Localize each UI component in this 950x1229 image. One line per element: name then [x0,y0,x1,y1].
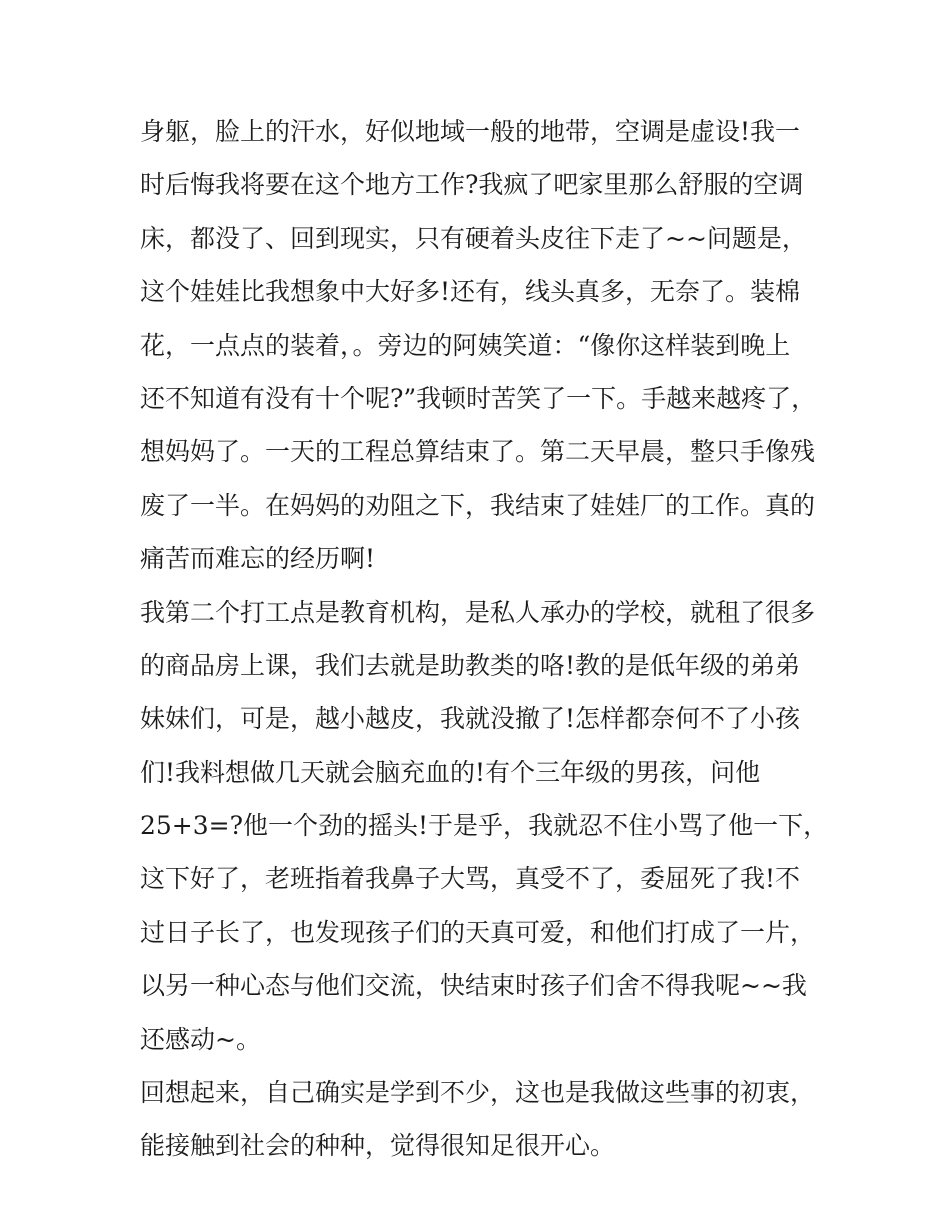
text-line: 花，一点点的装着，。旁边的阿姨笑道：“像你这样装到晚上 [140,330,791,360]
text-line: 能接触到社会的种种，觉得很知足很开心。 [140,1131,616,1161]
text-line: 回想起来，自己确实是学到不少，这也是我做这些事的初衷， [140,1078,816,1108]
text-line: 这个娃娃比我想象中大好多!还有，线头真多，无奈了。装棉 [140,277,801,307]
text-line: 们!我料想做几天就会脑充血的!有个三年级的男孩，问他 [140,757,761,787]
text-line: 身躯，脸上的汗水，好似地域一般的地带，空调是虚设!我一 [140,117,801,146]
body-text [140,105,830,1173]
text-line: 废了一半。在妈妈的劝阻之下，我结束了娃娃厂的工作。真的 [140,490,816,520]
text-line: 过日子长了，也发现孩子们的天真可爱，和他们打成了一片， [140,917,816,947]
text-line: 还感动~。 [140,1024,261,1054]
text-line: 痛苦而难忘的经历啊! [140,544,376,574]
text-line: 时后悔我将要在这个地方工作?我疯了吧家里那么舒服的空调 [140,170,804,200]
text-line: 妹妹们，可是，越小越皮，我就没撤了!怎样都奈何不了小孩 [140,704,801,734]
text-line: 以另一种心态与他们交流，快结束时孩子们舍不得我呢~~我 [140,971,807,1001]
text-line: 这下好了，老班指着我鼻子大骂，真受不了，委屈死了我!不 [140,864,801,894]
text-line: 25+3=?他一个劲的摇头!于是乎，我就忍不住小骂了他一下， [140,811,829,841]
text-line: 我第二个打工点是教育机构，是私人承办的学校，就租了很多 [140,597,816,627]
text-line: 的商品房上课，我们去就是助教类的咯!教的是低年级的弟弟 [140,650,801,680]
text-line: 还不知道有没有十个呢?”我顿时苦笑了一下。手越来越疼了， [140,383,817,413]
text-line: 床，都没了、回到现实，只有硬着头皮往下走了~~问题是， [140,223,807,253]
text-line: 想妈妈了。一天的工程总算结束了。第二天早晨，整只手像残 [140,437,816,467]
